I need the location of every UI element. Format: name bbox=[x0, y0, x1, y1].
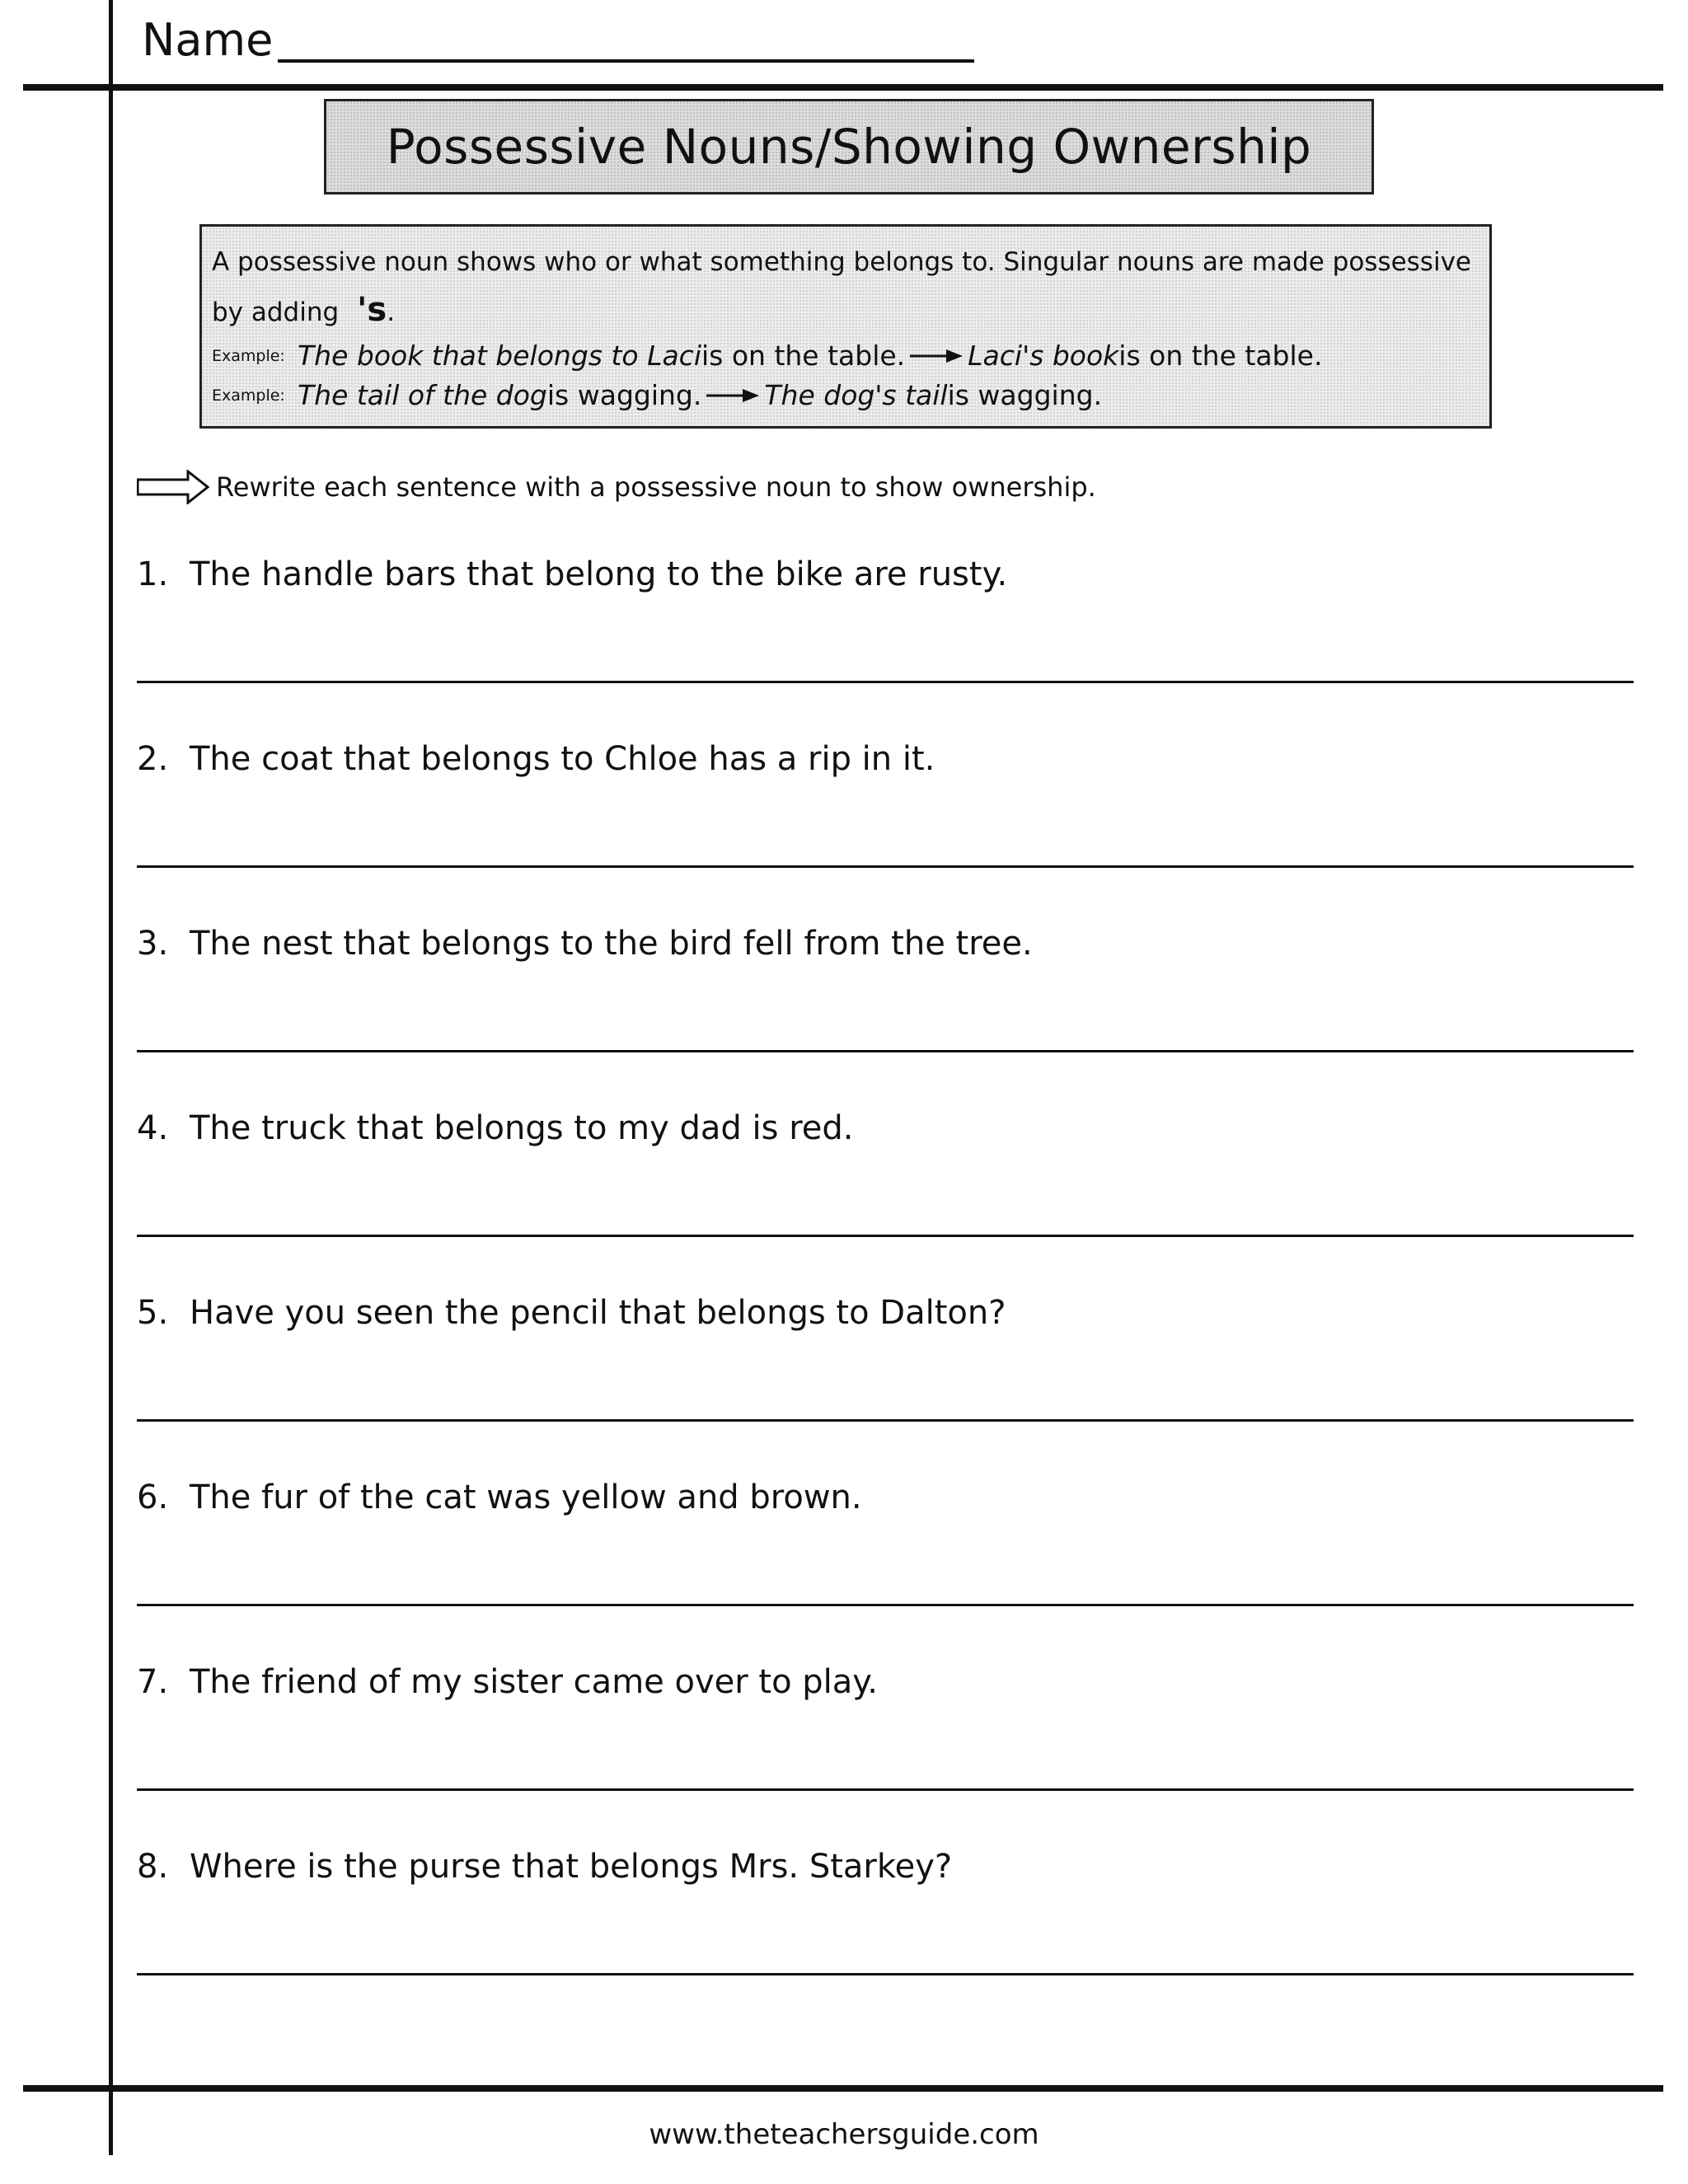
rule-line-2-prefix: by adding bbox=[212, 298, 340, 327]
answer-line-3[interactable] bbox=[137, 1050, 1634, 1052]
worksheet-title: Possessive Nouns/Showing Ownership bbox=[386, 119, 1312, 175]
answer-line-6[interactable] bbox=[137, 1604, 1634, 1606]
example-1-after-rest: is on the table. bbox=[1118, 340, 1323, 372]
question-text: Have you seen the pencil that belongs to Dalton? bbox=[190, 1294, 1006, 1332]
question-number: 5. bbox=[137, 1294, 169, 1332]
example-2-after-rest: is wagging. bbox=[947, 379, 1103, 411]
answer-line-2[interactable] bbox=[137, 865, 1634, 868]
footer-rule bbox=[23, 2085, 1663, 2092]
question-2 bbox=[137, 738, 935, 780]
example-1 bbox=[212, 336, 1489, 376]
rule-line-2 bbox=[212, 286, 1489, 336]
question-number: 7. bbox=[137, 1663, 169, 1701]
question-text: The fur of the cat was yellow and brown. bbox=[190, 1479, 862, 1516]
question-1 bbox=[137, 554, 1007, 595]
question-text: The truck that belongs to my dad is red. bbox=[190, 1109, 854, 1147]
name-write-line[interactable] bbox=[278, 59, 974, 63]
question-number: 1. bbox=[137, 555, 169, 593]
example-1-before-rest: is on the table. bbox=[701, 340, 906, 372]
answer-line-8[interactable] bbox=[137, 1973, 1634, 1975]
answer-line-7[interactable] bbox=[137, 1788, 1634, 1791]
footer-url: www.theteachersguide.com bbox=[649, 2118, 1039, 2151]
question-text: The friend of my sister came over to play. bbox=[190, 1663, 878, 1701]
right-arrow-icon bbox=[910, 348, 963, 364]
header-rule bbox=[23, 84, 1663, 91]
rule-line-2-period: . bbox=[387, 298, 396, 327]
title-box bbox=[324, 99, 1374, 194]
outline-arrow-icon bbox=[137, 470, 209, 504]
question-number: 4. bbox=[137, 1109, 169, 1147]
question-number: 6. bbox=[137, 1479, 169, 1516]
apostrophe-s: 's bbox=[357, 291, 387, 329]
example-1-after-italic: Laci's book bbox=[968, 340, 1119, 372]
example-label: Example: bbox=[212, 347, 285, 365]
question-6 bbox=[137, 1477, 862, 1518]
question-7 bbox=[137, 1661, 878, 1703]
name-label: Name bbox=[142, 14, 274, 66]
right-arrow-icon bbox=[706, 387, 759, 404]
answer-line-4[interactable] bbox=[137, 1235, 1634, 1237]
instruction-text: Rewrite each sentence with a possessive noun to show ownership. bbox=[216, 471, 1096, 503]
question-3 bbox=[137, 923, 1033, 964]
question-4 bbox=[137, 1108, 853, 1149]
example-2-before-italic: The tail of the dog bbox=[298, 379, 547, 411]
question-text: The coat that belongs to Chloe has a rip in it. bbox=[190, 740, 935, 778]
margin-vertical-rule bbox=[109, 0, 113, 2155]
question-text: The nest that belongs to the bird fell from the tree. bbox=[190, 925, 1033, 963]
instruction bbox=[137, 470, 1096, 504]
rule-line-1: A possessive noun shows who or what something belongs to. Singular nouns are made possessive bbox=[212, 247, 1471, 277]
question-5 bbox=[137, 1292, 1006, 1333]
question-8 bbox=[137, 1846, 952, 1887]
name-field bbox=[142, 12, 974, 69]
question-number: 2. bbox=[137, 740, 169, 778]
example-2-before-rest: is wagging. bbox=[546, 379, 702, 411]
question-text: The handle bars that belong to the bike are rusty. bbox=[190, 555, 1008, 593]
answer-line-5[interactable] bbox=[137, 1419, 1634, 1422]
question-text: Where is the purse that belongs Mrs. Starkey? bbox=[190, 1848, 953, 1886]
example-1-before-italic: The book that belongs to Laci bbox=[298, 340, 701, 372]
example-label: Example: bbox=[212, 387, 285, 405]
example-2 bbox=[212, 376, 1489, 415]
question-number: 8. bbox=[137, 1848, 169, 1886]
question-number: 3. bbox=[137, 925, 169, 963]
example-2-after-italic: The dog's tail bbox=[764, 379, 948, 411]
rule-box bbox=[199, 224, 1492, 429]
answer-line-1[interactable] bbox=[137, 681, 1634, 683]
